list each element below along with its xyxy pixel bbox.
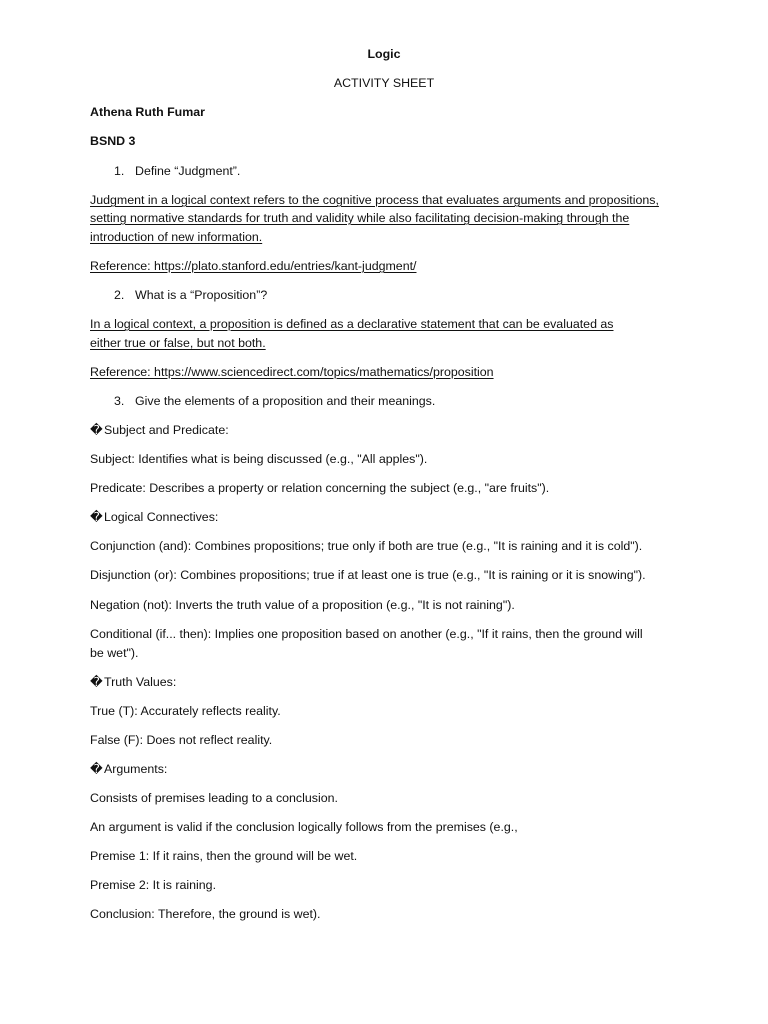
bullet-icon: � bbox=[90, 510, 103, 524]
false-value-definition: False (F): Does not reflect reality. bbox=[90, 733, 273, 747]
conditional-definition-line-1: Conditional (if... then): Implies one proposition based on another (e.g., "If it rains, then the ground will bbox=[90, 627, 643, 641]
doc-subtitle: ACTIVITY SHEET bbox=[333, 76, 435, 90]
disjunction-definition: Disjunction (or): Combines propositions; true if at least one is true (e.g., "It is raining or it is snowing"). bbox=[90, 568, 646, 582]
heading-arguments bbox=[90, 761, 167, 777]
question-2-text: What is a “Proposition”? bbox=[135, 288, 268, 302]
predicate-definition: Predicate: Describes a property or relation concerning the subject (e.g., "are fruits"). bbox=[90, 481, 550, 495]
answer-1-line-2: setting normative standards for truth and validity while also facilitating decision-making through the bbox=[90, 211, 630, 225]
answer-1-line-3: introduction of new information. bbox=[90, 230, 263, 244]
conjunction-definition: Conjunction (and): Combines propositions; true only if both are true (e.g., "It is raining and it is cold"). bbox=[90, 539, 643, 553]
heading-subject-predicate bbox=[90, 422, 229, 438]
premise-1: Premise 1: If it rains, then the ground will be wet. bbox=[90, 849, 358, 863]
answer-1-line-1: Judgment in a logical context refers to the cognitive process that evaluates arguments and propositions, bbox=[90, 193, 659, 207]
subject-definition: Subject: Identifies what is being discussed (e.g., "All apples"). bbox=[90, 452, 428, 466]
doc-title: Logic bbox=[367, 47, 401, 61]
answer-2-line-2: either true or false, but not both. bbox=[90, 336, 266, 350]
answer-2-line-1: In a logical context, a proposition is defined as a declarative statement that can be evaluated as bbox=[90, 317, 614, 331]
arguments-valid: An argument is valid if the conclusion logically follows from the premises (e.g., bbox=[90, 820, 518, 834]
question-3-text: Give the elements of a proposition and their meanings. bbox=[135, 394, 436, 408]
question-1-number: 1. bbox=[114, 164, 125, 178]
heading-subject-predicate-text: Subject and Predicate: bbox=[104, 423, 229, 437]
question-2-number: 2. bbox=[114, 288, 125, 302]
student-name: Athena Ruth Fumar bbox=[90, 105, 205, 119]
bullet-icon: � bbox=[90, 423, 103, 437]
negation-definition: Negation (not): Inverts the truth value of a proposition (e.g., "It is not raining"). bbox=[90, 598, 515, 612]
question-1-text: Define “Judgment”. bbox=[135, 164, 241, 178]
heading-truth-values bbox=[90, 674, 176, 690]
premise-2: Premise 2: It is raining. bbox=[90, 878, 217, 892]
arguments-consists: Consists of premises leading to a conclusion. bbox=[90, 791, 338, 805]
question-3 bbox=[114, 393, 435, 409]
heading-logical-connectives-text: Logical Connectives: bbox=[104, 510, 219, 524]
bullet-icon: � bbox=[90, 675, 103, 689]
true-value-definition: True (T): Accurately reflects reality. bbox=[90, 704, 281, 718]
reference-1: Reference: https://plato.stanford.edu/entries/kant-judgment/ bbox=[90, 259, 417, 273]
question-1 bbox=[114, 163, 240, 179]
heading-logical-connectives bbox=[90, 509, 218, 525]
conditional-definition-line-2: be wet"). bbox=[90, 646, 139, 660]
student-section: BSND 3 bbox=[90, 134, 136, 148]
heading-truth-values-text: Truth Values: bbox=[104, 675, 177, 689]
question-3-number: 3. bbox=[114, 394, 125, 408]
conclusion: Conclusion: Therefore, the ground is wet). bbox=[90, 907, 321, 921]
question-2 bbox=[114, 287, 267, 303]
reference-2: Reference: https://www.sciencedirect.com/topics/mathematics/proposition bbox=[90, 365, 494, 379]
heading-arguments-text: Arguments: bbox=[104, 762, 168, 776]
bullet-icon: � bbox=[90, 762, 103, 776]
